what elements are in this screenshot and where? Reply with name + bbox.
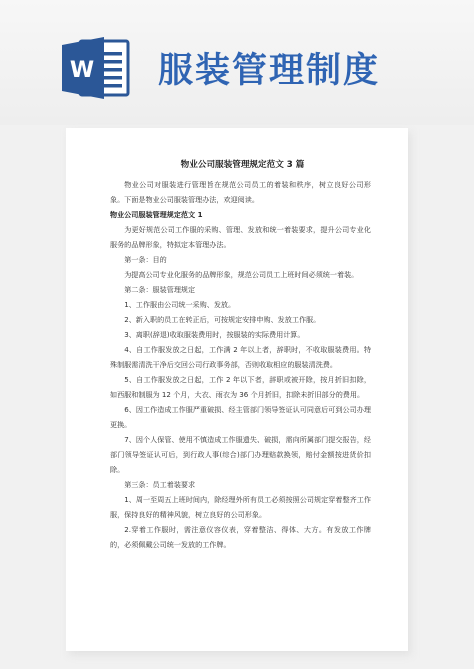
- paragraph: 第一条：目的: [124, 255, 167, 264]
- microsoft-word-icon: [60, 36, 132, 100]
- paragraph: 第二条：服装管理规定: [124, 285, 196, 294]
- document-page: [66, 128, 408, 651]
- paragraph: 为更好规范公司工作服的采购、管理、发放和统一着装要求，提升公司专业化服务的品牌形象，特拟定本管理办法。: [110, 225, 371, 249]
- paragraph: 1、工作服由公司统一采购、发放。: [124, 300, 236, 309]
- paragraph: 4、自工作服发放之日起，工作满 2 年以上者，辞职时，不收取服装费用。特殊制服需清洗干净后交回公司行政事务部，否则收取相应的服装清洗费。: [110, 345, 371, 369]
- logo-letter: W: [69, 58, 95, 83]
- paragraph: 为提高公司专业化服务的品牌形象，规范公司员工上班时间必须统一着装。: [124, 270, 359, 279]
- paragraph: 6、因工作造成工作服严重破损、经主管部门领导签证认可同意后可到公司办理更换。: [110, 405, 371, 429]
- paragraph: 3、离职(辞退)收取服装费用时，按服装的实际费用计算。: [124, 330, 305, 339]
- paragraph: 7、因个人保管、使用不慎造成工作服遗失、破损，需向所属部门提交报告，经部门领导签证认可后，到行政人事(综合)部门办理赔款换领，赔付金额按进货价扣除。: [110, 435, 371, 474]
- paragraph: 5、自工作服发放之日起，工作 2 年以下者，辞职或被开除，按月折旧扣除，如西服和制服为 12 个月，大衣、雨衣为 36 个月折旧，扣除未折旧部分的费用。: [110, 375, 371, 399]
- paragraph: 物业公司服装管理规定范文 1: [110, 210, 203, 219]
- paragraph: 2、新入职的员工在转正后，可按规定安排申购、发放工作服。: [124, 315, 321, 324]
- banner-title: 服装管理制度: [158, 51, 381, 91]
- paragraph: 2.穿着工作服时，需注意仪容仪表，穿着整洁、得体、大方。有发放工作牌的，必须佩戴公司统一发放的工作牌。: [110, 525, 371, 549]
- banner: [0, 0, 474, 125]
- paragraph: 1、周一至周五上班时间内，除经理外所有员工必须按照公司规定穿着整齐工作服，保持良好的精神风貌，树立良好的公司形象。: [110, 495, 371, 519]
- paragraph: 物业公司对服装进行管理旨在规范公司员工的着装和秩序，树立良好公司形象。下面是物业公司服装管理办法，欢迎阅读。: [110, 180, 371, 204]
- document-title: 物业公司服装管理规定范文 3 篇: [180, 160, 305, 170]
- document-body: [110, 177, 371, 552]
- paragraph: 第三条：员工着装要求: [124, 480, 196, 489]
